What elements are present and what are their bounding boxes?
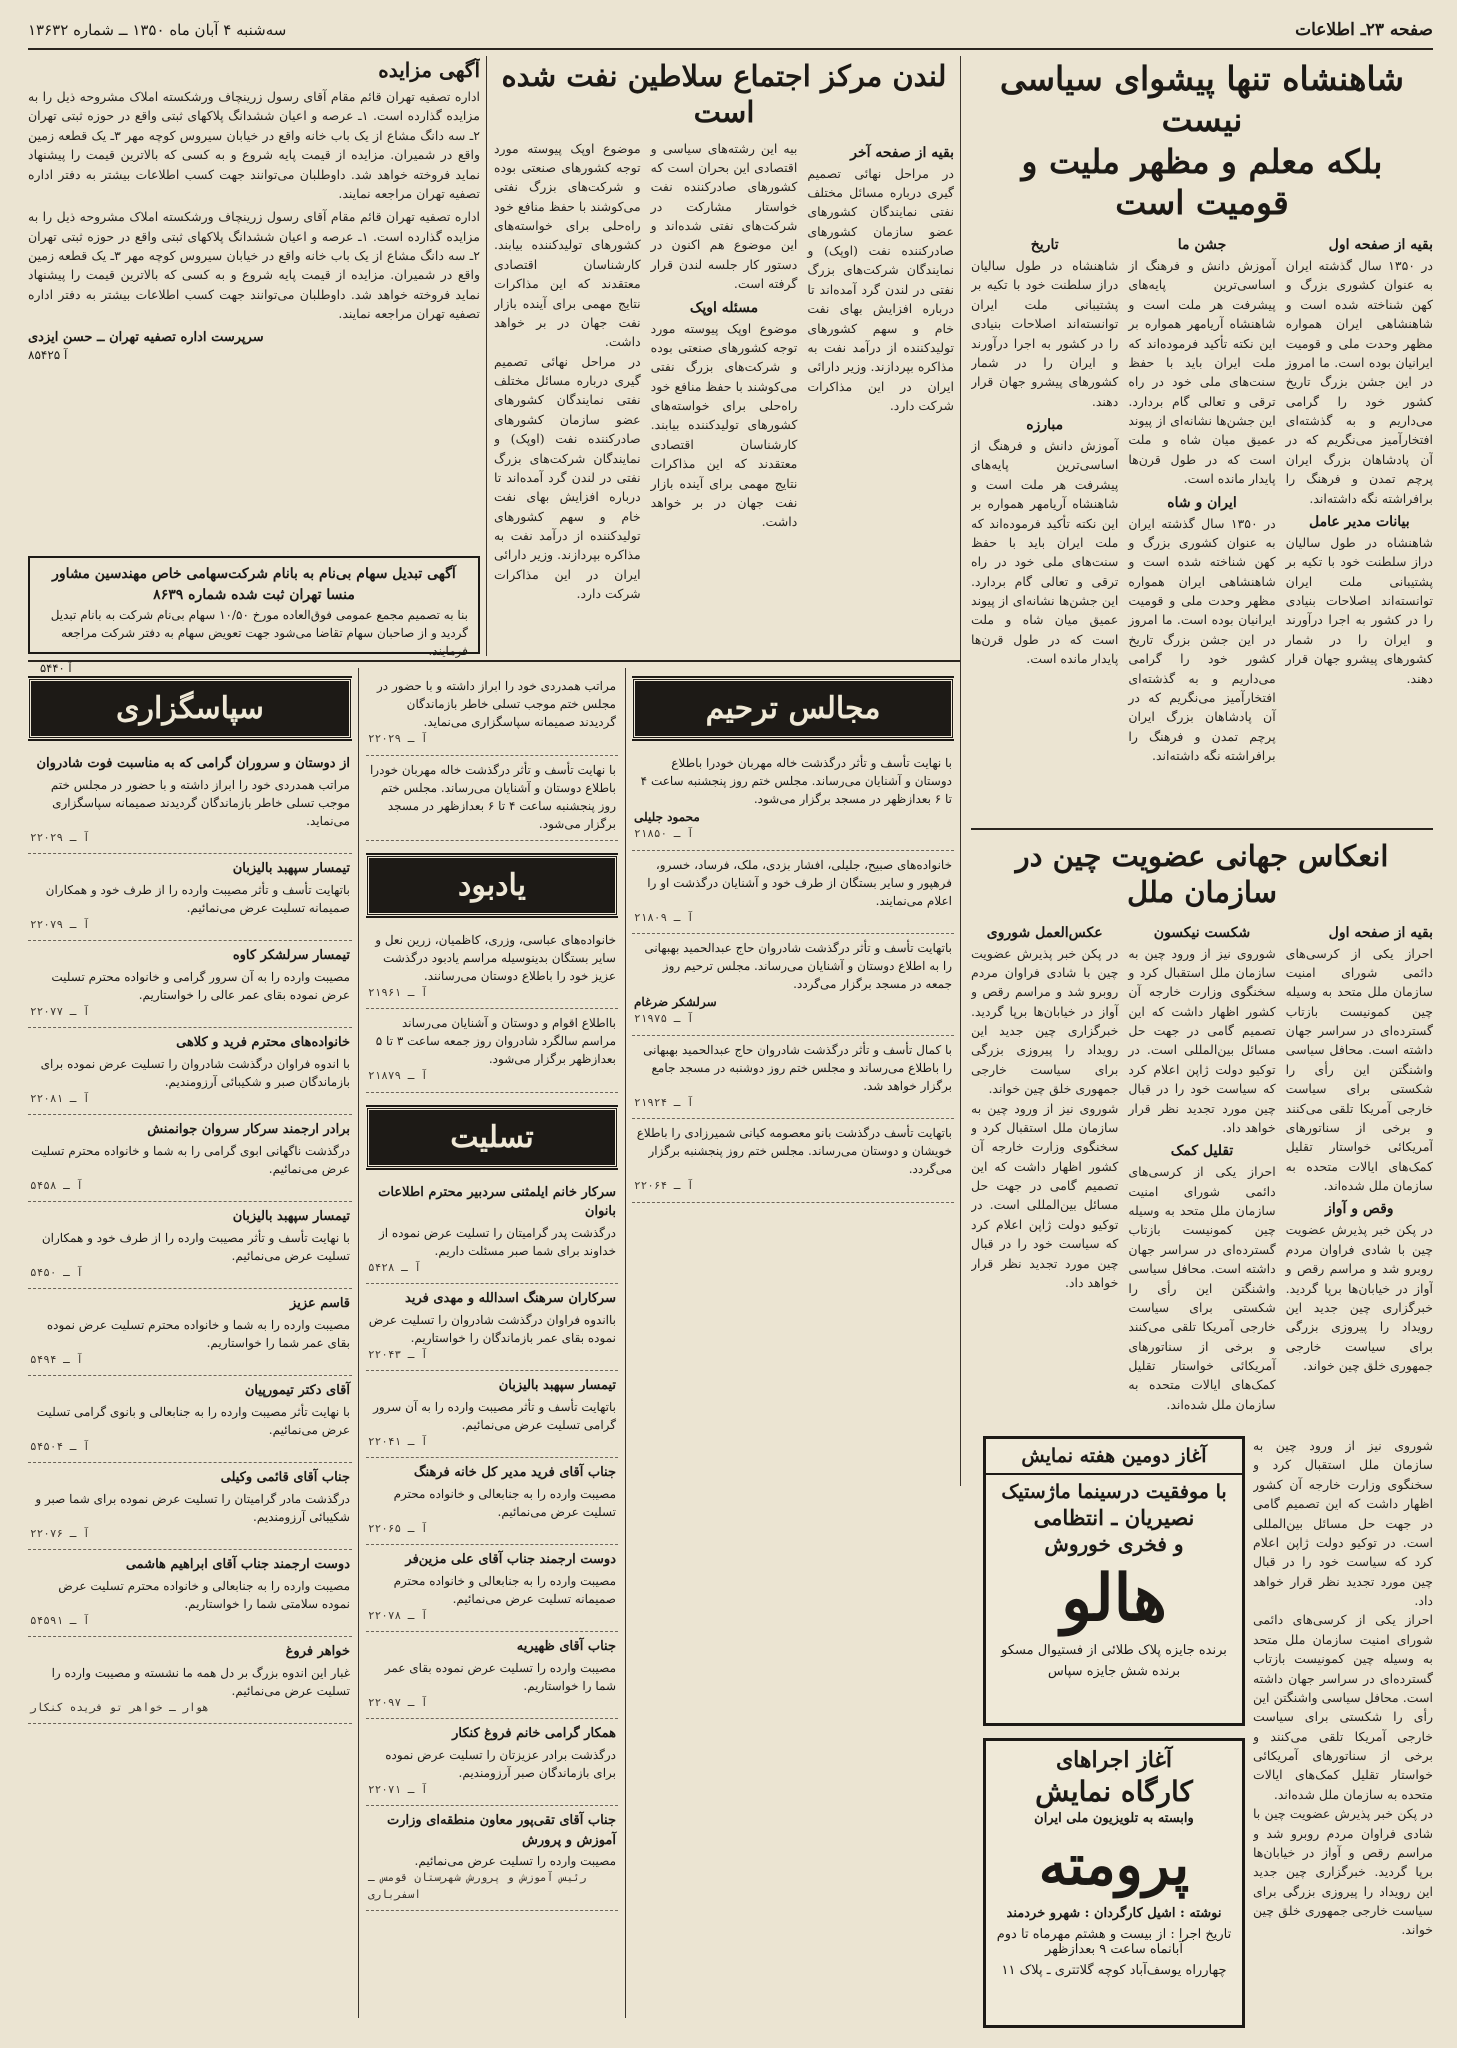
memorial-item [632, 1036, 954, 1120]
thanks-item-text: درگذشت ناگهانی ابوی گرامی را به شما و خانواده محترم تسلیت عرض می‌نمائیم. [31, 1143, 350, 1176]
thanks-item-heading: آقای دکتر تیمورپیان [244, 1383, 350, 1398]
remembrance-item [366, 926, 618, 1010]
ad-theatre-line-2: کارگاه نمایش [1035, 1775, 1193, 1808]
thanks-item [28, 749, 352, 854]
condolence-item-code: آ ـ ۲۲۰۷۸ [368, 1608, 428, 1622]
page-header [28, 12, 1433, 50]
thanks-item-text: مصیبت وارده را به جنابعالی و خانواده محترم تسلیت عرض نموده سلامتی شما را خواستاریم. [58, 1578, 350, 1611]
memorial-item-code: آ ـ ۲۱۸۵۰ [634, 827, 694, 840]
thanks-item-heading: خواهر فروغ [285, 1644, 350, 1659]
ad-theatre-address: چهارراه یوسف‌آباد کوچه گلاتتری ـ پلاک ۱۱ [1001, 1962, 1227, 1978]
thanks-item [28, 1028, 352, 1115]
article-china-text-b2: در پکن خبر پذیرش عضویت چین با شادی فراوان مردم روبرو شد و مراسم رقص و آواز در خیابان‌ها برپا گردید. خبرگزاری چین جدید این رویداد را پیروزی بزرگی برای سیاست خارجی جمهوری خلق چین خواند. [971, 945, 1119, 1097]
middle-notices-column [366, 672, 618, 2022]
thanks-item-heading: برادر ارجمند سرکار سروان جوانمنش [147, 1122, 350, 1137]
remembrance-title: یادبود [366, 855, 618, 916]
condolence-item-code: آ ـ ۲۲۰۷۱ [368, 1782, 428, 1796]
condolence-item [366, 1284, 618, 1371]
thanks-item-code: هوار ـ خواهر تو فریده کنکار [30, 1700, 209, 1714]
memorial-item-signature: سرلشکر ضرغام [634, 995, 717, 1009]
thanks-item [28, 1202, 352, 1289]
condolence-item-text: باتهایت تأسف و تأثر مصیبت وارده را به آن سرور گرامی تسلیت عرض می‌نمائیم. [373, 1399, 616, 1432]
article-shah-sub-2: ایران و شاه [1167, 494, 1237, 511]
remembrance-item-code: آ ـ ۲۱۸۷۹ [368, 1069, 428, 1082]
thanks-item-text: مصیبت وارده را به شما و خانواده محترم تسلیت عرض نموده بقای عمر شما را خواستاریم. [46, 1317, 350, 1350]
article-china-sub-3: عکس‌العمل شوروی [986, 924, 1103, 941]
condolence-item [366, 1806, 618, 1911]
memorial-item-code: آ ـ ۲۲۰۶۴ [634, 1179, 694, 1192]
memorial-item-text: با نهایت تأسف و تأثر درگذشت خاله مهربان خودرا باطلاع دوستان و آشنایان می‌رساند. مجلس ختم روز پنجشنبه ساعت ۴ تا ۶ بعدازظهر در مسجد برگزار می‌شود. [640, 756, 952, 806]
article-oil-headline: لندن مرکز اجتماع سلاطین نفت شده است [501, 59, 947, 130]
thanks-title: سپاسگزاری [28, 678, 352, 739]
thanks-item-code: آ ـ ۵۴۵۸ [30, 1178, 83, 1192]
ad-film-halo-cast-1: نصیریان ـ انتظامی [1033, 1505, 1195, 1530]
article-shah-text-c: شاهنشاه در طول سالیان دراز سلطنت خود با تکیه بر پشتیبانی ملت ایران توانسته‌اند اصلاحات بنیادی را در کشور به اجرا درآورند و ایران را در شمار کشورهای پیشرو جهان قرار دهند. [1285, 534, 1433, 686]
condolence-item [366, 1545, 618, 1632]
condolence-item-heading: سرکاران سرهنگ اسدالله و مهدی فرید [405, 1291, 616, 1306]
condolence-item-text: مصیبت وارده را تسلیت عرض نموده بقای عمر شما را خواستاریم. [384, 1660, 616, 1693]
ad-film-halo-line-2: با موفقیت درسینما ماژستیک [1001, 1481, 1227, 1503]
condolence-item-text: بااندوه فراوان درگذشت شادروان را تسلیت عرض نموده بقای عمر بازماندگان را خواستاریم. [368, 1312, 616, 1345]
article-oil-lead: بقیه از صفحه آخر [850, 144, 954, 161]
thanks-item-code: آ ـ ۲۲۰۷۷ [30, 1004, 90, 1018]
thanks-item [28, 941, 352, 1028]
article-china-headline: انعکاس جهانی عضویت چین در سازمان ملل [1015, 839, 1389, 910]
thanks-column [28, 672, 352, 2022]
article-shah-sub-3: تاریخ [1030, 237, 1059, 253]
memorial-item [632, 851, 954, 935]
article-china-continued [1253, 1436, 1433, 2026]
remembrance-item [366, 1009, 618, 1093]
memorial-item [632, 1119, 954, 1203]
condolence-item-text: مصیبت وارده را تسلیت عرض می‌نمائیم. [414, 1854, 616, 1868]
condolence-item-heading: همکار گرامی خانم فروغ کنکار [452, 1726, 616, 1741]
middle-notice-2-text: با نهایت تأسف و تأثر درگذشت خاله مهربان خودرا باطلاع دوستان و آشنایان می‌رساند. مجلس ختم روز پنجشنبه ساعت ۴ تا ۶ بعدازظهر در مسجد برگزار می‌شود. [369, 762, 616, 831]
thanks-item [28, 1376, 352, 1463]
condolence-list [366, 1178, 618, 1912]
article-shah-sub-4: مبارزه [1026, 417, 1064, 433]
condolence-item-heading: جناب آقای فرید مدیر کل خانه فرهنگ [413, 1465, 616, 1480]
condolence-item-code: آ ـ ۵۴۲۸ [368, 1260, 421, 1274]
thanks-item-code: آ ـ ۵۴۵۰ [30, 1265, 83, 1279]
share-conversion-notice [28, 556, 480, 675]
share-conversion-text: بنا به تصمیم مجمع عمومی فوق‌العاده مورخ ۱۰/۵۰ سهام بی‌نام شرکت به بانام تبدیل گردید و از صاحبان سهام تقاضا می‌شود جهت تعویض سهام به دفتر شرکت مراجعه فرمایند. [50, 608, 468, 658]
memorial-column [632, 672, 954, 2022]
article-china-text-b: در پکن خبر پذیرش عضویت چین با شادی فراوان مردم روبرو شد و مراسم رقص و آواز در خیابان‌ها برپا گردید. خبرگزاری چین جدید این رویداد را پیروزی بزرگی برای سیاست خارجی جمهوری خلق چین خواند. [1285, 1222, 1433, 1373]
thanks-item-text: باتهایت تأسف و تأثر مصیبت وارده را از طرف خود و همکاران صمیمانه تسلیت عرض می‌نمائیم. [45, 882, 350, 915]
memorial-item-text: باتهایت تأسف درگذشت بانو معصومه کیانی شمیرزادی را باطلاع خویشان و دوستان می‌رساند. مجلس ختم روز پنجشنبه برگزار می‌گردد. [636, 1126, 952, 1176]
article-china-lead: بقیه از صفحه اول [1328, 924, 1433, 941]
thanks-item [28, 1550, 352, 1637]
article-shah-headline-2: بلکه معلم و مظهر ملیت و قومیت است [1021, 141, 1383, 222]
article-shah-text-c2: شاهنشاه در طول سالیان دراز سلطنت خود با تکیه بر پشتیبانی ملت ایران توانسته‌اند اصلاحات بنیادی را در کشور به اجرا درآورند و ایران را در شمار کشورهای پیشرو جهان قرار دهند. [971, 258, 1119, 409]
article-oil-text-a: در مراحل نهائی تصمیم گیری درباره مسائل مختلف نفتی نمایندگان کشورهای عضو سازمان کشورهای صادرکننده نفت (اوپک) و نمایندگان شرکت‌های بزرگ نفتی در لندن گرد آمده‌اند تا درباره افزایش بهای نفت خام و سهم کشورهای تولیدکننده از درآمد نفت به مذاکره بپردازند. وزیر دارائی ایران در این مذاکرات شرکت دارد. [807, 165, 954, 413]
memorial-item-text: با کمال تأسف و تأثر درگذشت شادروان حاج عبدالحمید بهبهانی را باطلاع می‌رساند و مجلس ختم روز دوشنبه در مسجد جامع برگزار خواهد شد. [643, 1042, 952, 1093]
condolence-item-text: درگذشت برادر عزیزتان را تسلیت عرض نموده برای بازماندگان صبر آرزومندیم. [385, 1747, 616, 1780]
thanks-item [28, 1637, 352, 1724]
memorial-item-code: آ ـ ۲۱۹۲۴ [634, 1095, 694, 1109]
middle-notice-top [366, 672, 618, 756]
article-shah [971, 58, 1433, 818]
condolence-item-code: آ ـ ۲۲۰۴۳ [368, 1347, 428, 1361]
article-shah-sub-1: جشن ما [1177, 237, 1227, 253]
condolence-item-heading: سرکار خانم ایلمثنی سردبیر محترم اطلاعات بانوان [378, 1184, 616, 1219]
thanks-item [28, 1115, 352, 1202]
thanks-item-text: با نهایت تأسف و تأثر مصیبت وارده را از طرف خود و همکاران تسلیت عرض می‌نمائیم. [41, 1230, 350, 1263]
condolence-item-text: مصیبت وارده را به جنابعالی و خانواده محترم تسلیت عرض می‌نمائیم. [393, 1486, 616, 1519]
memorial-item-code: آ ـ ۲۱۸۰۹ [634, 910, 694, 924]
condolence-title: تسلیت [366, 1107, 618, 1168]
condolence-item [366, 1719, 618, 1806]
article-oil-text-b2: موضوع اوپک پیوسته مورد توجه کشورهای صنعتی بوده و شرکت‌های بزرگ نفتی می‌کوشند با حفظ منافع خود راه‌حلی برای خواسته‌های کشورهای تولیدکننده بیابند. کارشناسان اقتصادی معتقدند که این مذاکرات نتایج مهمی برای آینده بازار نفت جهان در بر خواهد داشت. [494, 140, 641, 350]
ad-theatre-title: پرومته [1038, 1832, 1190, 1898]
ad-theatre-line-1: آغاز اجراهای [1055, 1747, 1173, 1773]
ad-film-halo-title: هالو [1061, 1561, 1167, 1636]
memorial-item [632, 749, 954, 851]
article-china-sub-2: تقلیل کمک [1170, 1143, 1234, 1160]
thanks-item-code: آ ـ ۵۴۹۴ [30, 1352, 83, 1366]
thanks-item [28, 1463, 352, 1550]
article-oil-text-c: بیه این رشته‌های سیاسی و اقتصادی این بحران است که کشورهای صادرکننده نفت خواستار مشارکت در شرکت‌های نفتی شده‌اند و این موضوع هم اکنون در دستور کار جلسه لندن قرار گرفته است. [650, 140, 798, 292]
condolence-item-code: آ ـ ۲۲۰۶۵ [368, 1521, 428, 1535]
middle-notice-top-text: مراتب همدردی خود را ابراز داشته و با حضور در مجلس ختم موجب تسلی خاطر بازماندگان گردیدند صمیمانه سپاسگزاری می‌نماید. [377, 679, 616, 729]
remembrance-list [366, 926, 618, 1093]
thanks-item-code: آ ـ ۵۴۵۰۴ [30, 1439, 90, 1453]
article-shah-text-b2: آموزش دانش و فرهنگ از اساسی‌ترین پایه‌های پیشرفت هر ملت است و شاهنشاه آریامهر همواره بر این نکته تأکید فرموده‌اند که ملت ایران باید با حفظ سنت‌های ملی خود در راه ترقی و تعالی گام بردارد. این جشن‌ها نشانه‌ای از پیوند عمیق میان شاه و ملت است که در طول قرن‌ها پایدار مانده است. [971, 438, 1119, 667]
ad-film-halo-line-1: آغاز دومین هفته نمایش [986, 1439, 1242, 1475]
condolence-item-code: آ ـ ۲۲۰۹۷ [368, 1695, 428, 1709]
memorial-item-text: باتهایت تأسف و تأثر درگذشت شادروان حاج عبدالحمید بهبهانی را به اطلاع دوستان و آشنایان می‌رساند. مجلس ترحیم روز جمعه در مسجد برگزار می‌گردد. [644, 941, 952, 991]
middle-notice-2 [366, 756, 618, 841]
share-conversion-code: آ ۵۴۴۰ [40, 661, 72, 675]
condolence-item [366, 1178, 618, 1285]
thanks-item-text: مراتب همدردی خود را ابراز داشته و با حضور در مجلس ختم موجب تسلی خاطر بازماندگان گردیدند صمیمانه سپاسگزاری می‌نماید. [50, 777, 350, 828]
auction-text: اداره تصفیه تهران قائم مقام آقای رسول زرینچاف ورشکسته املاک مشروحه ذیل را به مزایده گذارده است. ۱ـ عرصه و اعیان ششدانگ پلاکهای ثبتی واقع در حوزه ثبتی تهران ۲ـ سه دانگ مشاع از یک باب خانه واقع در خیابان سیروس کوچه مهر ۳ـ یک قطعه زمین واقع در شمیران. مزایده از قیمت پایه شروع و به کسی که بالاترین قیمت را پیشنهاد نماید فروخته خواهد شد. داوطلبان می‌توانند جهت کسب اطلاعات بیشتر به دفتر اداره تصفیه تهران مراجعه نمایند. [28, 89, 480, 201]
thanks-item-text: درگذشت مادر گرامیتان را تسلیت عرض نموده برای شما صبر و شکیبائی آرزومندیم. [35, 1491, 350, 1524]
condolence-item [366, 1371, 618, 1458]
article-china-text-a: احراز یکی از کرسی‌های دائمی شورای امنیت سازمان ملل متحد به وسیله چین کمونیست بازتاب گسترده‌ای در سراسر جهان داشته است. محافل سیاسی واشنگتن این رأی را شکستی برای سیاست خارجی آمریکا تلقی می‌کنند و برخی از سناتورهای آمریکائی خواستار تقلیل کمک‌های ایالات متحده به سازمان ملل شده‌اند. [1285, 945, 1433, 1193]
thanks-item [28, 854, 352, 941]
thanks-item-heading: خانواده‌های محترم فرید و کلاهی [176, 1035, 350, 1050]
condolence-item-heading: تیمسار سپهبد بالیزبان [498, 1378, 616, 1393]
condolence-item-code: آ ـ ۲۲۰۴۱ [368, 1434, 428, 1448]
condolence-item [366, 1458, 618, 1545]
auction-code: آ ۸۵۴۲۵ [28, 347, 68, 362]
auction-signature: سرپرست اداره تصفیه تهران ــ حسن ایزدی [28, 329, 264, 345]
page-number-label: صفحه ۲۳ـ اطلاعات [1295, 20, 1433, 40]
remembrance-item-text: خانواده‌های عباسی، وزری، کاظمیان، زرین نعل و سایر بستگان بدینوسیله مراسم یادبود درگذشت عزیز خود را باطلاع دوستان می‌رسانند. [375, 932, 616, 983]
thanks-item-code: آ ـ ۲۲۰۷۶ [30, 1526, 90, 1540]
memorial-title: مجالس ترحیم [632, 678, 954, 739]
thanks-item-heading: دوست ارجمند جناب آقای ابراهیم هاشمی [125, 1557, 350, 1572]
article-china [971, 828, 1433, 1428]
thanks-item-code: آ ـ ۲۲۰۸۱ [30, 1091, 90, 1105]
remembrance-item-code: آ ـ ۲۱۹۶۱ [368, 985, 428, 999]
thanks-item-code: آ ـ ۲۲۰۷۹ [30, 917, 90, 931]
auction-notice [28, 58, 480, 548]
thanks-item-heading: جناب آقای قائمی وکیلی [220, 1470, 350, 1485]
share-conversion-title: آگهی تبدیل سهام بی‌نام به بانام شرکت‌سهامی خاص مهندسین مشاور منسا تهران ثبت شده شماره ۸۶۳۹ [52, 566, 456, 603]
article-shah-text-a2: در ۱۳۵۰ سال گذشته ایران به عنوان کشوری بزرگ و کهن شناخته شده است و شاهنشاهی ایران همواره مظهر وحدت ملی و قومیت ایرانیان بوده است. ما امروز در این جشن بزرگ تاریخ کشور خود را گرامی می‌داریم و به گذشته‌ای افتخارآمیز می‌نگریم که در آن پادشاهان بزرگ ایران پرچم تمدن و فرهنگ را برافراشته نگه داشته‌اند. [1128, 515, 1276, 763]
memorial-item [632, 934, 954, 1036]
condolence-item-code: رئیس آموزش و پرورش شهرستان قومس ـ اسفرباری [368, 1871, 587, 1901]
article-shah-text-b: آموزش دانش و فرهنگ از اساسی‌ترین پایه‌های پیشرفت هر ملت است و شاهنشاه آریامهر همواره بر این نکته تأکید فرموده‌اند که ملت ایران باید با حفظ سنت‌های ملی خود در راه ترقی و تعالی گام بردارد. این جشن‌ها نشانه‌ای از پیوند عمیق میان شاه و ملت است که در طول قرن‌ها پایدار مانده است. [1128, 258, 1276, 487]
article-oil [494, 58, 954, 654]
article-oil-sub-1: مسئله اوپک [689, 299, 759, 316]
article-china-text-cont-2: احراز یکی از کرسی‌های دائمی شورای امنیت سازمان ملل متحد به وسیله چین کمونیست بازتاب گسترده‌ای در سراسر جهان داشته است. محافل سیاسی واشنگتن این رأی را شکستی برای سیاست خارجی آمریکا تلقی می‌کنند و برخی از سناتورهای آمریکائی خواستار تقلیل کمک‌های ایالات متحده به سازمان ملل شده‌اند. [1253, 1612, 1433, 1802]
thanks-list [28, 749, 352, 1724]
article-shah-headline-1: شاهنشاه تنها پیشوای سیاسی نیست [999, 59, 1405, 140]
ad-film-halo-award-2: برنده شش جایزه سپاس [1047, 1664, 1181, 1680]
memorial-item-signature: محمود جلیلی [634, 810, 700, 824]
thanks-item-text: با نهایت تأثر مصیبت وارده را به جنابعالی و بانوی گرامی تسلیت عرض می‌نمائیم. [36, 1404, 350, 1437]
auction-text-repeat: اداره تصفیه تهران قائم مقام آقای رسول زرینچاف ورشکسته املاک مشروحه ذیل را به مزایده گذارده است. ۱ـ عرصه و اعیان ششدانگ پلاکهای ثبتی واقع در حوزه ثبتی تهران ۲ـ سه دانگ مشاع از یک باب خانه واقع در خیابان سیروس کوچه مهر ۳ـ یک قطعه زمین واقع در شمیران. مزایده از قیمت پایه شروع و به کسی که بالاترین قیمت را پیشنهاد نماید فروخته خواهد شد. داوطلبان می‌توانند جهت کسب اطلاعات بیشتر به دفتر اداره تصفیه تهران مراجعه نمایند. [28, 209, 480, 322]
ad-theatre-dates: تاریخ اجرا : از بیست و هشتم مهرماه تا دوم آبانماه ساعت ۹ بعدازظهر [996, 1926, 1232, 1957]
issue-date-line: سه‌شنبه ۴ آبان ماه ۱۳۵۰ ــ شماره ۱۳۶۳۲ [28, 21, 287, 39]
thanks-item-heading: قاسم عزیز [290, 1296, 350, 1311]
memorial-item-text: خانواده‌های صبیح، جلیلی، افشار بزدی، ملک، فرساد، خسرو، فرهپور و سایر بستگان از طرف خود و آشنایان درگذشت او را اعلام می‌نمایند. [647, 857, 952, 908]
thanks-item-text: با اندوه فراوان درگذشت شادروان را تسلیت عرض نموده برای بازماندگان صبر و شکیبائی آرزومندیم. [40, 1056, 350, 1089]
ad-film-halo-cast-2: و فخری خوروش [1044, 1532, 1184, 1556]
ad-theatre-prometheus [983, 1738, 1245, 2028]
memorial-list [632, 749, 954, 1203]
thanks-item-heading: تیمسار سپهبد بالیزبان [232, 861, 350, 876]
thanks-item-code: آ ـ ۵۴۵۹۱ [30, 1613, 90, 1627]
thanks-item-code: آ ـ ۲۲۰۲۹ [30, 830, 90, 844]
article-shah-text-a: در ۱۳۵۰ سال گذشته ایران به عنوان کشوری بزرگ و کهن شناخته شده است و شاهنشاهی ایران همواره مظهر وحدت ملی و قومیت ایرانیان بوده است. ما امروز در این جشن بزرگ تاریخ کشور خود را گرامی می‌داریم و به گذشته‌ای افتخارآمیز می‌نگریم که در آن پادشاهان بزرگ ایران پرچم تمدن و فرهنگ را برافراشته نگه داشته‌اند. [1285, 258, 1433, 506]
ad-theatre-line-3: وابسته به تلویزیون ملی ایران [1034, 1811, 1194, 1826]
remembrance-item-text: بااطلاع اقوام و دوستان و آشنایان می‌رساند مراسم سالگرد شادروان روز جمعه ساعت ۳ تا ۵ بعدازظهر برگزار می‌شود. [375, 1016, 616, 1066]
article-china-text-cont-3: در پکن خبر پذیرش عضویت چین با شادی فراوان مردم روبرو شد و مراسم رقص و آواز در خیابان‌ها برپا گردید. خبرگزاری چین جدید این رویداد را پیروزی بزرگی برای سیاست خارجی جمهوری خلق چین خواند. [1253, 1806, 1433, 1938]
article-shah-sub-5: بیانات مدیر عامل [1309, 513, 1410, 530]
article-china-text-a2: احراز یکی از کرسی‌های دائمی شورای امنیت سازمان ملل متحد به وسیله چین کمونیست بازتاب گسترده‌ای در سراسر جهان داشته است. محافل سیاسی واشنگتن این رأی را شکستی برای سیاست خارجی آمریکا تلقی می‌کنند و برخی از سناتورهای آمریکائی خواستار تقلیل کمک‌های ایالات متحده به سازمان ملل شده‌اند. [1128, 1164, 1276, 1412]
article-oil-text-b: موضوع اوپک پیوسته مورد توجه کشورهای صنعتی بوده و شرکت‌های بزرگ نفتی می‌کوشند با حفظ منافع خود راه‌حلی برای خواسته‌های کشورهای تولیدکننده بیابند. کارشناسان اقتصادی معتقدند که این مذاکرات نتایج مهمی برای آینده بازار نفت جهان در بر خواهد داشت. [650, 320, 798, 530]
memorial-item-code: آ ـ ۲۱۹۷۵ [634, 1012, 694, 1025]
condolence-item-heading: جناب آقای ظهیریه [516, 1639, 616, 1654]
thanks-item-heading: از دوستان و سروران گرامی که به مناسبت فوت شادروان [36, 756, 350, 771]
article-shah-lead: بقیه از صفحه اول [1328, 237, 1433, 253]
article-china-text-c: شوروی نیز از ورود چین به سازمان ملل استقبال کرد و سخنگوی وزارت خارجه آن کشور اظهار داشت که این تصمیم گامی در جهت حل مسائل بین‌المللی است. در توکیو دولت ژاپن اعلام کرد که سیاست خود را در قبال چین مورد تجدید نظر قرار خواهد داد. [1128, 945, 1276, 1135]
condolence-item-text: درگذشت پدر گرامیتان را تسلیت عرض نموده از خداوند برای شما صبر مسئلت داریم. [378, 1225, 616, 1258]
ad-film-halo-award-1: برنده جایزه پلاک طلائی از فستیوال مسکو [1001, 1643, 1227, 1659]
ad-theatre-credits: نوشته : اشیل کارگردان : شهرو خردمند [1006, 1905, 1222, 1921]
condolence-item-heading: جناب آقای تقی‌پور معاون منطقه‌ای وزارت آموزش و پرورش [387, 1813, 616, 1848]
middle-notice-top-code: آ ـ ۲۲۰۲۹ [368, 732, 428, 745]
auction-title: آگهی مزایده [378, 58, 480, 82]
thanks-item-heading: تیمسار سرلشکر کاوه [232, 948, 350, 963]
thanks-item-text: مصیبت وارده را به آن سرور گرامی و خانواده محترم تسلیت عرض نموده بقای عمر عالی را خواستاریم. [51, 969, 350, 1002]
condolence-item-text: مصیبت وارده را به جنابعالی و خانواده محترم صمیمانه تسلیت عرض می‌نمائیم. [393, 1573, 616, 1606]
condolence-item [366, 1632, 618, 1719]
article-oil-text-a2: در مراحل نهائی تصمیم گیری درباره مسائل مختلف نفتی نمایندگان کشورهای عضو سازمان کشورهای صادرکننده نفت (اوپک) و نمایندگان شرکت‌های بزرگ نفتی در لندن گرد آمده‌اند تا درباره افزایش بهای نفت خام و سهم کشورهای تولیدکننده از درآمد نفت به مذاکره بپردازند. وزیر دارائی ایران در این مذاکرات شرکت دارد. [494, 353, 641, 602]
thanks-item [28, 1289, 352, 1376]
article-china-sub-4: وقص و آواز [1325, 1201, 1394, 1218]
thanks-item-text: غبار این اندوه بزرگ بر دل همه ما نشسته و مصیبت وارده را تسلیت عرض می‌نمائیم. [51, 1665, 350, 1698]
article-china-text-c2: شوروی نیز از ورود چین به سازمان ملل استقبال کرد و سخنگوی وزارت خارجه آن کشور اظهار داشت که این تصمیم گامی در جهت حل مسائل بین‌المللی است. در توکیو دولت ژاپن اعلام کرد که سیاست خود را در قبال چین مورد تجدید نظر قرار خواهد داد. [971, 1100, 1119, 1290]
article-china-text-cont-1: شوروی نیز از ورود چین به سازمان ملل استقبال کرد و سخنگوی وزارت خارجه آن کشور اظهار داشت که این تصمیم گامی در جهت حل مسائل بین‌المللی است. در توکیو دولت ژاپن اعلام کرد که سیاست خود را در قبال چین مورد تجدید نظر قرار خواهد داد. [1253, 1438, 1433, 1608]
ad-film-halo [983, 1436, 1245, 1726]
condolence-item-heading: دوست ارجمند جناب آقای علی مزین‌فر [405, 1552, 616, 1567]
article-china-sub-1: شکست نیکسون [1153, 924, 1251, 941]
thanks-item-heading: تیمسار سپهبد بالیزبان [232, 1209, 350, 1224]
